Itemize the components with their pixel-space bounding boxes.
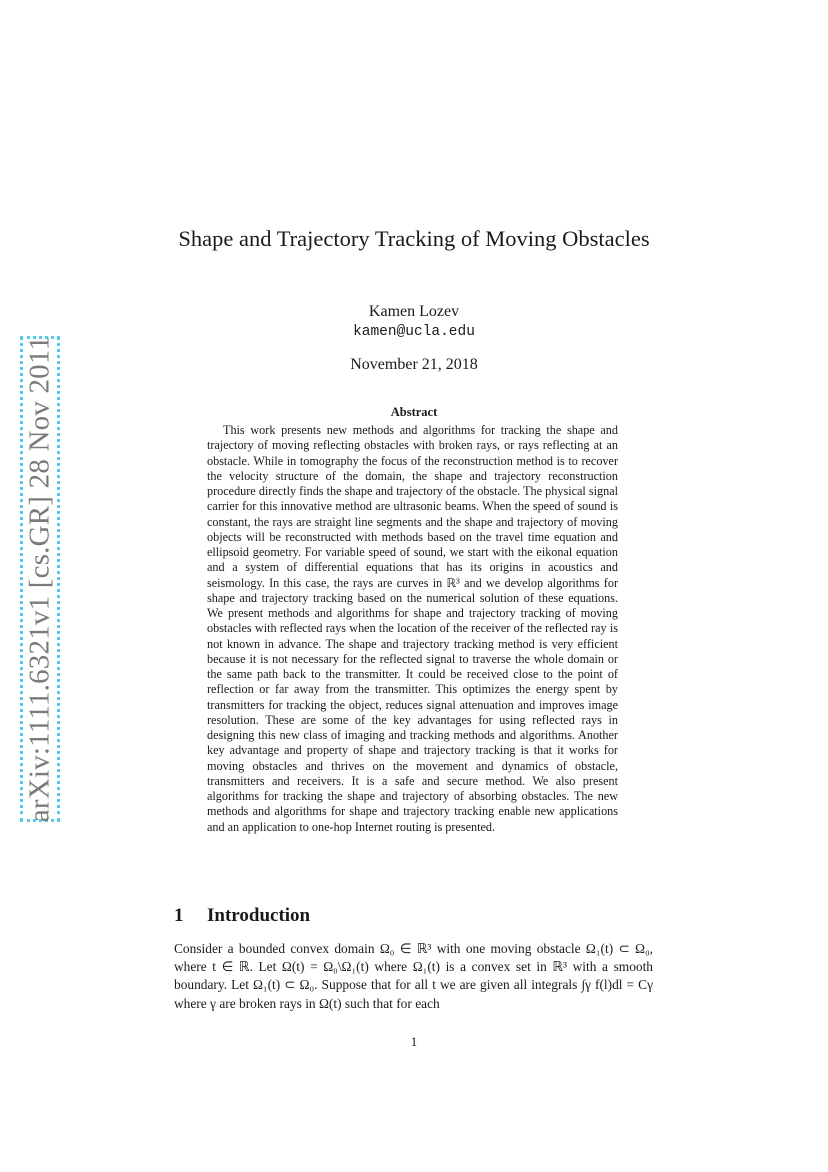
arxiv-stamp [20, 336, 60, 822]
section-number: 1 [174, 905, 184, 926]
arxiv-stamp-text: arXiv:1111.6321v1 [cs.GR] 28 Nov 2011 [23, 335, 56, 823]
section-title: Introduction [207, 905, 311, 926]
paper-title: Shape and Trajectory Tracking of Moving Obstacles [178, 226, 650, 251]
section-heading [174, 905, 310, 927]
author-email: kamen@ucla.edu [353, 324, 475, 340]
paper-date: November 21, 2018 [350, 356, 478, 373]
page-number: 1 [410, 1034, 418, 1049]
abstract-heading: Abstract [390, 405, 438, 419]
author-name: Kamen Lozev [368, 303, 460, 320]
abstract-text: This work presents new methods and algorithms for tracking the shape and trajectory of moving reflecting obstacles with broken rays, or rays reflecting at an obstacle. While in tomography the focus of the reconstruction method is to recover the velocity structure of the domain, the shape and trajectory reconstruction procedure directly finds the shape and trajectory of the obstacle. The physical signal carrier for this innovative method are ultrasonic beams. When the speed of sound is constant, the rays are straight line segments and the shape and trajectory of moving objects will be reconstructed with methods based on the travel time equation and ellipsoid geometry. For variable speed of sound, we start with the eikonal equation and a system of differential equations that has its origins in acoustics and seismology. In this case, the rays are curves in ℝ³ and we develop algorithms for shape and trajectory tracking based on the numerical solution of these equations. We present methods and algorithms for shape and trajectory tracking of moving obstacles with reflected rays when the location of the receiver of the reflected ray is not known in advance. The shape and trajectory tracking method is very efficient because it is not necessary for the reflected signal to traverse the whole domain or the same path back to the transmitter. It could be received close to the point of reflection or far away from the transmitter. This optimizes the energy spent by transmitters for tracking the object, reduces signal attenuation and improves image resolution. These are some of the key advantages for using reflected rays in designing this new class of imaging and tracking methods and algorithms. Another key advantage and property of shape and trajectory tracking is that it works for moving obstacles and thrives on the movement and dynamics of obstacle, transmitters and receivers. It is a safe and secure method. We also present algorithms for tracking the shape and trajectory of absorbing obstacles. The new methods and algorithms for shape and trajectory tracking enable new applications and an application to one-hop Internet routing is presented. [207, 423, 618, 834]
introduction-text: Consider a bounded convex domain Ω₀ ∈ ℝ³ with one moving obstacle Ω₁(t) ⊂ Ω₀, where t ∈ ℝ. Let Ω(t) = Ω₀\Ω₁(t) where Ω₁(t) is a convex set in ℝ³ with a smooth boundary. Let Ω₁(t) ⊂ Ω₀. Suppose that for all t we are given all integrals ∫γ f(l)dl = Cγ where γ are broken rays in Ω(t) such that for each [174, 941, 653, 1011]
